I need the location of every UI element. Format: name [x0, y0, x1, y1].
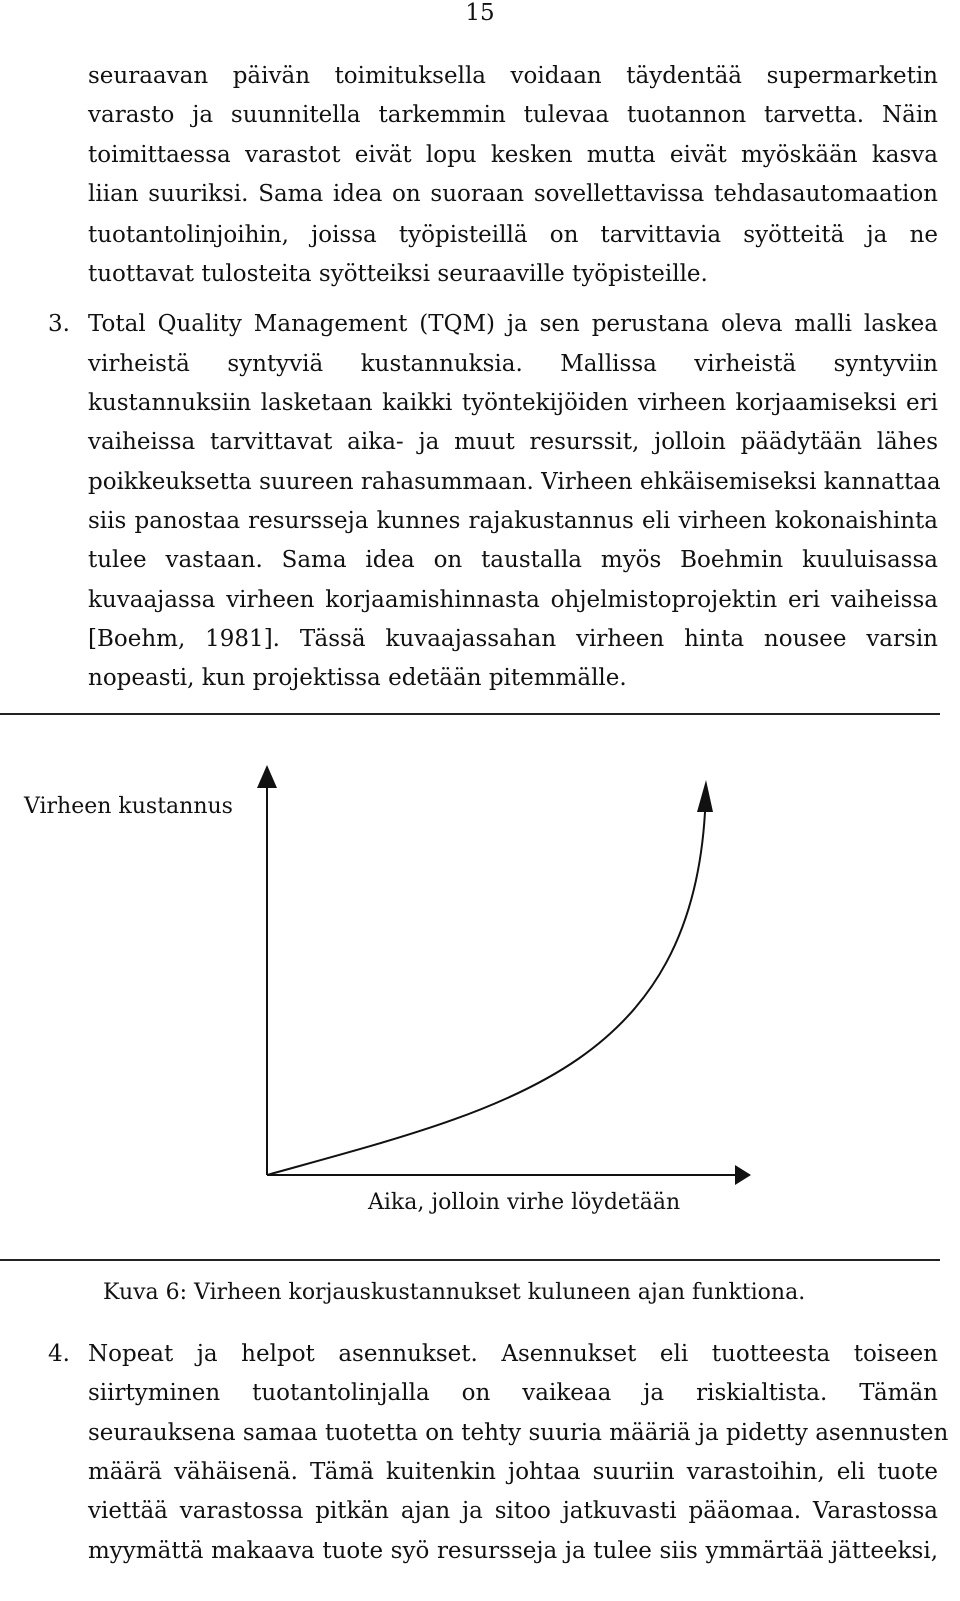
list-item-line: tulee vastaan. Sama idea on taustalla myös Boehmin kuuluisassa: [88, 547, 938, 573]
list-item-line: nopeasti, kun projektissa edetään pitemmälle.: [88, 665, 627, 691]
list-item-line: Nopeat ja helpot asennukset. Asennukset eli tuotteesta toiseen: [88, 1341, 938, 1367]
y-axis-label: Virheen kustannus: [24, 794, 233, 819]
list-item-line: määrä vähäisenä. Tämä kuitenkin johtaa suuriin varastoihin, eli tuote: [88, 1459, 938, 1485]
y-axis-arrowhead: [257, 765, 277, 788]
cost-curve: [267, 812, 705, 1175]
list-item-line: poikkeuksetta suureen rahasummaan. Virheen ehkäisemiseksi kannattaa: [88, 469, 941, 495]
curve-arrowhead: [697, 780, 713, 812]
paragraph-line: varasto ja suunnitella tarkemmin tulevaa tuotannon tarvetta. Näin: [88, 102, 938, 128]
list-item-line: virheistä syntyviä kustannuksia. Mallissa virheistä syntyviin: [88, 351, 938, 377]
list-item-number: 3.: [48, 311, 70, 337]
list-item-line: myymättä makaava tuote syö resursseja ja tulee siis ymmärtää jätteeksi,: [88, 1538, 938, 1564]
list-item-line: Total Quality Management (TQM) ja sen perustana oleva malli laskea: [88, 311, 938, 337]
paragraph-line: seuraavan päivän toimituksella voidaan täydentää supermarketin: [88, 63, 938, 89]
list-item-line: siis panostaa resursseja kunnes rajakustannus eli virheen kokonaishinta: [88, 508, 938, 534]
list-item-line: kustannuksiin lasketaan kaikki työntekijöiden virheen korjaamiseksi eri: [88, 390, 938, 416]
list-item-line: siirtyminen tuotantolinjalla on vaikeaa ja riskialtista. Tämän: [88, 1380, 938, 1406]
page-number: 15: [465, 0, 495, 26]
figure-bottom-rule: [0, 1259, 940, 1261]
list-item-line: vaiheissa tarvittavat aika- ja muut resurssit, jolloin päädytään lähes: [88, 429, 938, 455]
x-axis-arrowhead: [735, 1165, 751, 1185]
cost-curve-figure: [0, 750, 960, 1250]
paragraph-line: liian suuriksi. Sama idea on suoraan sovellettavissa tehdasautomaation: [88, 181, 938, 207]
list-item-line: [Boehm, 1981]. Tässä kuvaajassahan virheen hinta nousee varsin: [88, 626, 938, 652]
paragraph-line: tuotantolinjoihin, joissa työpisteillä on tarvittavia syötteitä ja ne: [88, 222, 938, 248]
x-axis-label: Aika, jolloin virhe löydetään: [368, 1190, 681, 1215]
figure-caption: Kuva 6: Virheen korjauskustannukset kuluneen ajan funktiona.: [103, 1280, 806, 1305]
list-item-number: 4.: [48, 1341, 70, 1367]
list-item-line: viettää varastossa pitkän ajan ja sitoo jatkuvasti pääomaa. Varastossa: [88, 1498, 938, 1524]
figure-top-rule: [0, 713, 940, 715]
list-item-line: kuvaajassa virheen korjaamishinnasta ohjelmistoprojektin eri vaiheissa: [88, 587, 938, 613]
list-item-line: seurauksena samaa tuotetta on tehty suuria määriä ja pidetty asennusten: [88, 1420, 949, 1446]
paragraph-line: tuottavat tulosteita syötteiksi seuraaville työpisteille.: [88, 261, 708, 287]
paragraph-line: toimittaessa varastot eivät lopu kesken mutta eivät myöskään kasva: [88, 142, 938, 168]
